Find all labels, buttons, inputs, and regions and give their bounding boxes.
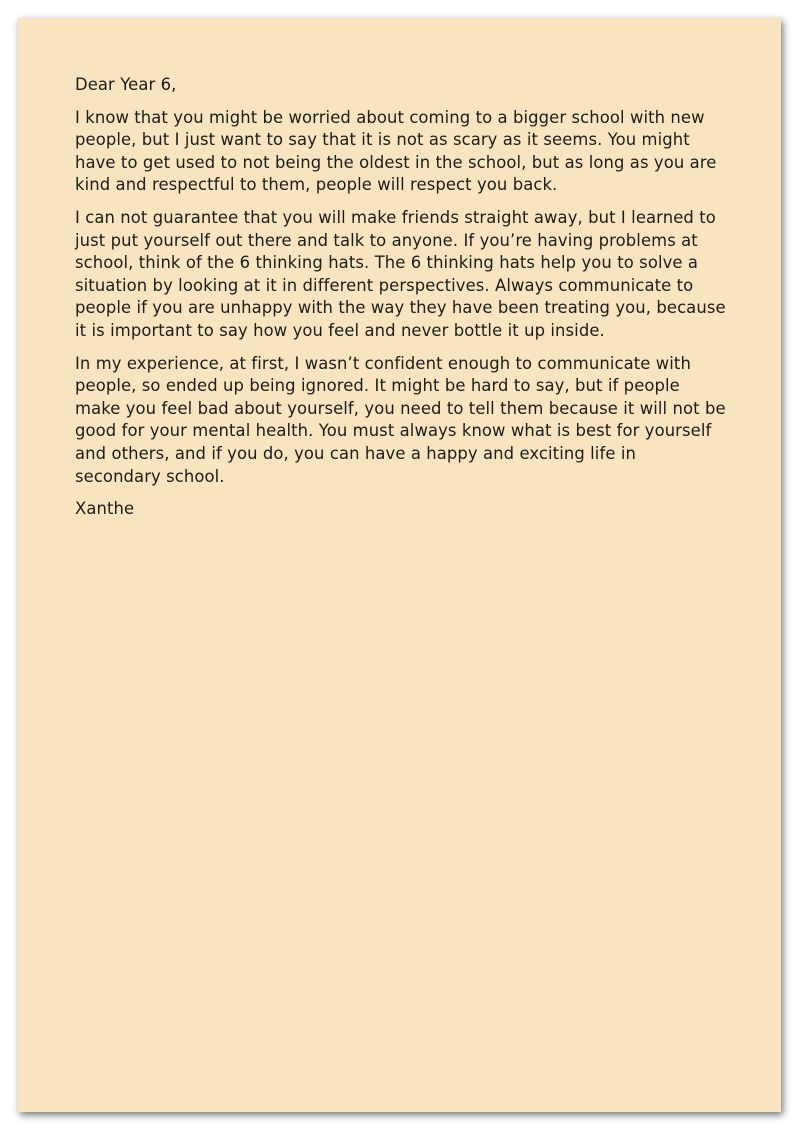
- letter-paragraph-3: In my experience, at first, I wasn’t confident enough to communicate with people, so ended up being ignored. It might be hard to say, but if people make you feel bad about yourself, you need to tell them because it will not be good for your mental health. You must always know what is best for yourself and others, and if you do, you can have a happy and exciting life in secondary school.: [75, 353, 726, 486]
- letter-page: [18, 18, 781, 1112]
- letter-paragraph-1: I know that you might be worried about coming to a bigger school with new people, but I just want to say that it is not as scary as it seems. You might have to get used to not being the oldest in the school, but as long as you are kind and respectful to them, people will respect you back.: [75, 107, 717, 195]
- letter-body: [75, 74, 727, 531]
- letter-signature: Xanthe: [75, 499, 135, 519]
- letter-salutation: Dear Year 6,: [75, 75, 177, 94]
- letter-paragraph-2: I can not guarantee that you will make friends straight away, but I learned to just put yourself out there and talk to anyone. If you’re having problems at school, think of the 6 thinking hats. The 6 thinking hats help you to solve a situation by looking at it in different perspectives. Always communicate to people if you are unhappy with the way they have been treating you, because it is important to say how you feel and never bottle it up inside.: [75, 207, 726, 340]
